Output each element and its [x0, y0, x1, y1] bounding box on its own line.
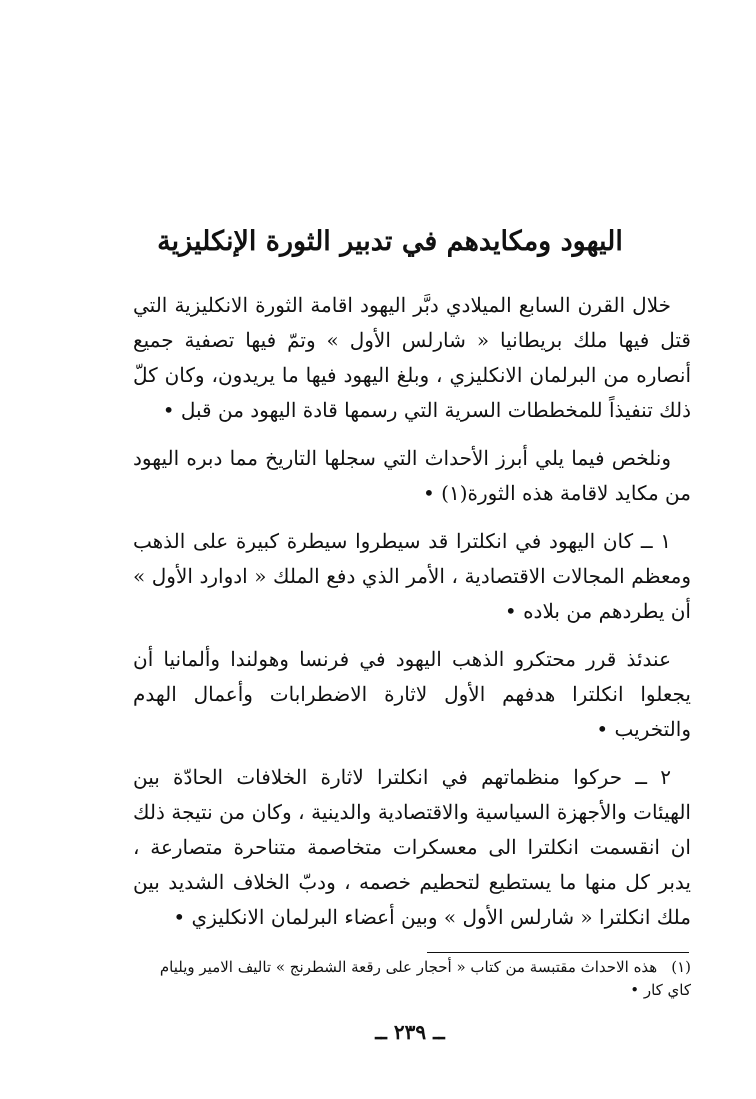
paragraph-4: عندئذ قرر محتكرو الذهب اليهود في فرنسا وهولندا وألمانيا أن يجعلوا انكلترا هدفهم الأول لاثارة الاضطرابات وأعمال الهدم والتخريب •: [133, 647, 691, 741]
paragraph-5: ٢ ــ حركوا منظماتهم في انكلترا لاثارة الخلافات الحادّة بين الهيئات والأجهزة السياسية والاقتصادية والدينية ، وكان من نتيجة ذلك ان انقسمت انكلترا الى معسكرات متخاصمة متناحرة متصارعة ، يدبر كل منها ما يستطيع لتحطيم خصمه ، ودبّ الخلاف الشديد بين ملك انكلترا « شارلس الأول » وبين أعضاء البرلمان الانكليزي •: [133, 765, 691, 929]
paragraph-3: ١ ــ كان اليهود في انكلترا قد سيطروا سيطرة كبيرة على الذهب ومعظم المجالات الاقتصادية ، الأمر الذي دفع الملك « ادوارد الأول » أن يطردهم من بلاده •: [133, 529, 691, 623]
paragraph-1: خلال القرن السابع الميلادي دبَّر اليهود اقامة الثورة الانكليزية التي قتل فيها ملك بريطانيا « شارلس الأول » وتمّ فيها تصفية جميع أنصاره من البرلمان الانكليزي ، وبلغ اليهود فيها ما يريدون، وكان كلّ ذلك تنفيذاً للمخططات السرية التي رسمها قادة اليهود من قبل •: [133, 293, 691, 422]
paragraph-2: ونلخص فيما يلي أبرز الأحداث التي سجلها التاريخ مما دبره اليهود من مكايد لاقامة هذه الثورة(١) •: [133, 446, 691, 505]
footnote-divider: [427, 952, 689, 953]
footnote-text: هذه الاحداث مقتبسة من كتاب « أحجار على رقعة الشطرنج » تاليف الامير ويليام كاي كار •: [159, 958, 691, 999]
chapter-title: اليهود ومكايدهم في تدبير الثورة الإنكليزية: [157, 226, 623, 257]
page-number: ــ ٢٣٩ ــ: [375, 1020, 445, 1044]
footnote-marker: (١): [671, 958, 691, 976]
footnote: [133, 956, 691, 1002]
body-text: [133, 288, 691, 947]
